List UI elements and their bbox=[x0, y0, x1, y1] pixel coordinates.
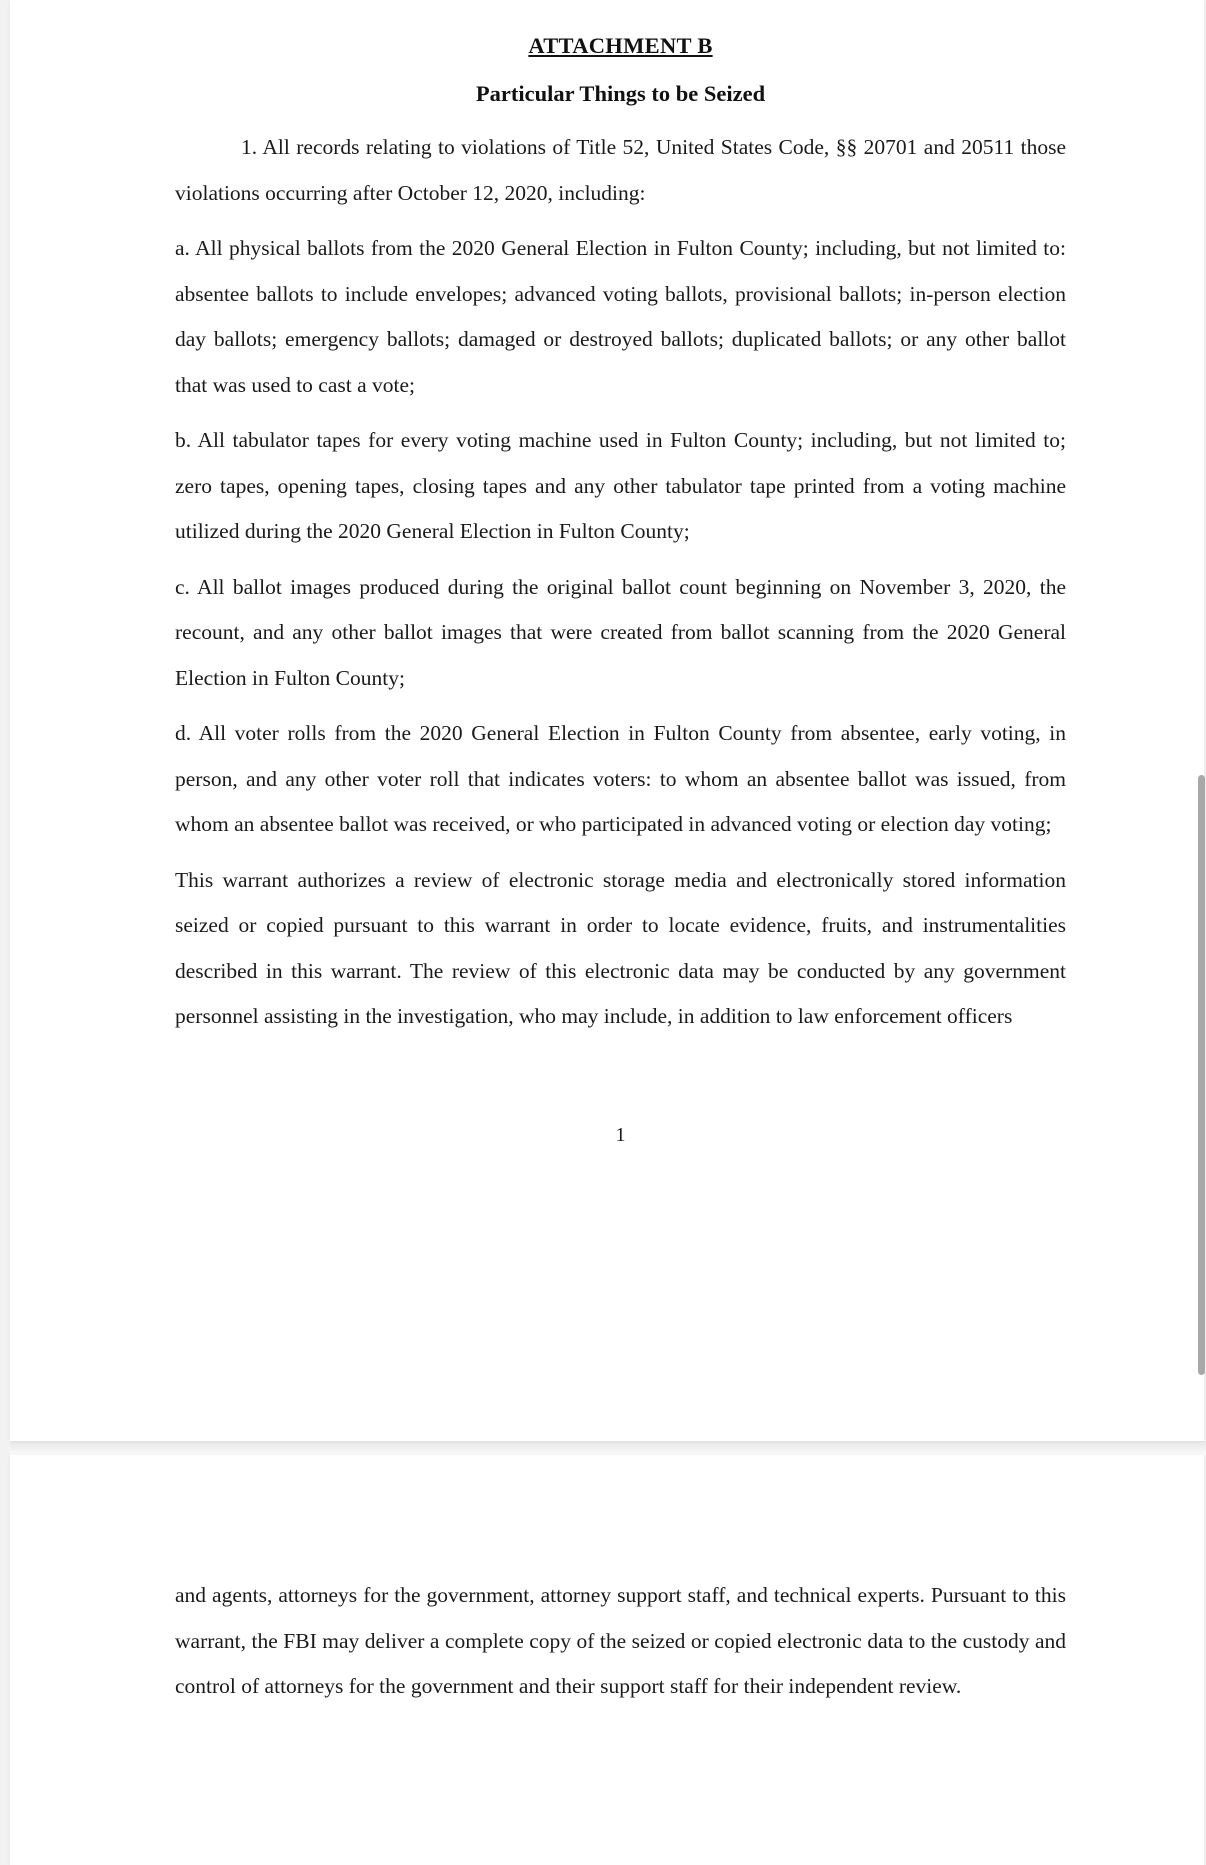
page-1-content bbox=[148, 0, 1066, 1147]
page-subtitle: Particular Things to be Seized bbox=[475, 81, 766, 106]
lead-paragraph: 1. All records relating to violations of Title 52, United States Code, §§ 20701 and 20511 those violations occurring after October 12, 2020, including: bbox=[175, 135, 1066, 205]
seizure-item-d: d. All voter rolls from the 2020 General Election in Fulton County from absentee, early voting, in person, and any other voter roll that indicates voters: to whom an absentee ballot was issued, from whom an absentee ballot was received, or who participated in advanced voting or election day voting; bbox=[175, 721, 1066, 836]
document-page-2 bbox=[10, 1455, 1204, 1865]
page-2-content bbox=[148, 1455, 1066, 1710]
page-title: ATTACHMENT B bbox=[528, 33, 713, 58]
continued-paragraph: and agents, attorneys for the government, attorney support staff, and technical experts. Pursuant to this warrant, the FBI may deliver a complete copy of the seized or copied electronic data to the custody and control of attorneys for the government and their support staff for their independent review. bbox=[175, 1583, 1066, 1698]
viewer-left-edge bbox=[0, 0, 10, 1865]
vertical-scrollbar-thumb[interactable] bbox=[1198, 775, 1205, 1375]
warrant-review-paragraph: This warrant authorizes a review of electronic storage media and electronically stored information seized or copied pursuant to this warrant in order to locate evidence, fruits, and instrumentalities described in this warrant. The review of this electronic data may be conducted by any government personnel assisting in the investigation, who may include, in addition to law enforcement officers bbox=[175, 867, 1066, 1028]
seizure-item-a: a. All physical ballots from the 2020 General Election in Fulton County; including, but not limited to: absentee ballots to include envelopes; advanced voting ballots, provisional ballots; in-person election day ballots; emergency ballots; damaged or destroyed ballots; duplicated ballots; or any other ballot that was used to cast a vote; bbox=[175, 236, 1066, 397]
page-separator bbox=[0, 1441, 1206, 1455]
vertical-scrollbar-track[interactable] bbox=[1196, 0, 1206, 1865]
page-number-footer: 1 bbox=[615, 1123, 626, 1146]
seizure-item-c: c. All ballot images produced during the original ballot count beginning on November 3, 2020, the recount, and any other ballot images that were created from ballot scanning from the 2020 General Election in Fulton County; bbox=[175, 574, 1066, 690]
seizure-item-b: b. All tabulator tapes for every voting machine used in Fulton County; including, but not limited to; zero tapes, opening tapes, closing tapes and any other tabulator tape printed from a voting machine utilized during the 2020 General Election in Fulton County; bbox=[175, 428, 1066, 543]
document-page-1 bbox=[10, 0, 1204, 1441]
